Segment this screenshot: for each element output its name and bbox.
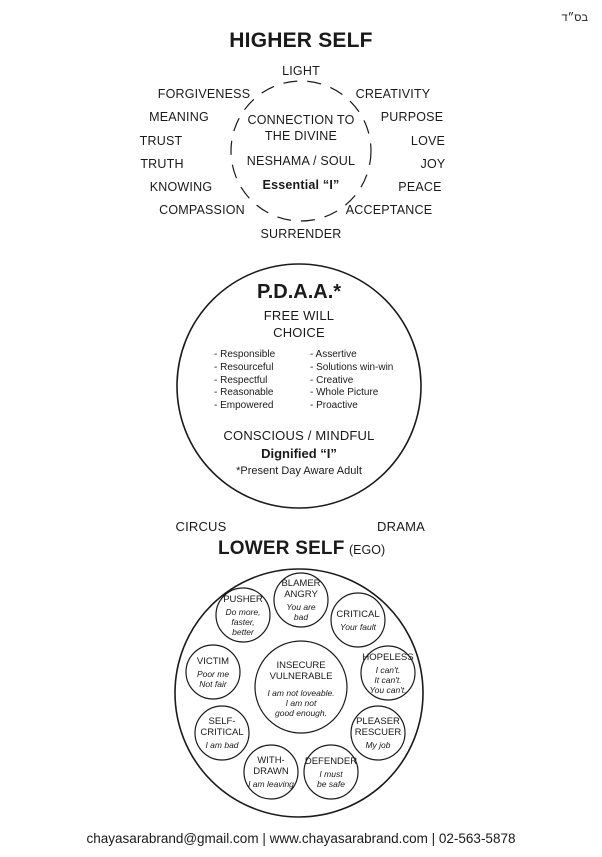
ego-bubble-text <box>301 756 361 789</box>
drama-label: DRAMA <box>377 519 425 534</box>
ego-bubble-text <box>192 716 252 750</box>
bubble-text-line: Your fault <box>340 621 376 632</box>
bubble-title-line: ANGRY <box>284 589 318 600</box>
bubble-text-line: good enough. <box>274 708 327 718</box>
circus-label: CIRCUS <box>175 519 227 534</box>
higher-self-bottom-word: SURRENDER <box>260 227 342 241</box>
bubble-text-line: I am leaving <box>248 779 294 789</box>
pdaa-list-item: - Responsible <box>214 349 276 360</box>
higher-self-top-word: LIGHT <box>282 64 320 78</box>
pdaa-choice: CHOICE <box>273 325 325 340</box>
pdaa-list-item: - Creative <box>310 374 354 386</box>
higher-self-left-word: KNOWING <box>149 180 213 194</box>
bubble-text-line: Do more, <box>225 606 261 617</box>
bubble-title-line: CRITICAL <box>336 608 380 620</box>
pdaa-list-item: - Resourceful <box>214 361 274 373</box>
higher-self-left-word: FORGIVENESS <box>157 87 251 101</box>
higher-self-right-word: LOVE <box>410 134 446 148</box>
bubble-title-line: PUSHER <box>223 593 263 605</box>
pdaa-free-will: FREE WILL <box>263 308 335 323</box>
bubble-title-line: VULNERABLE <box>269 671 333 682</box>
higher-self-right-word: ACCEPTANCE <box>345 203 433 217</box>
higher-self-right-word: CREATIVITY <box>355 87 431 101</box>
bubble-text-line: You are <box>286 602 316 612</box>
pdaa-list-item: - Respectful <box>214 374 268 386</box>
lower-self-subtitle: (EGO) <box>349 543 386 557</box>
bubble-text-line: I can't. <box>375 664 401 675</box>
ego-bubble-text <box>358 652 418 695</box>
higher-self-dashed-circle <box>231 81 371 221</box>
pdaa-list-item: - Whole Picture <box>310 387 379 399</box>
bubble-text-line: Not fair <box>199 678 227 689</box>
bubble-title-line: CRITICAL <box>200 727 244 738</box>
bubble-text-line: I must <box>319 768 343 779</box>
bubble-title-line: RESCUER <box>354 727 402 738</box>
ego-bubble-text <box>348 716 408 750</box>
bubble-text-line: bad <box>293 612 309 622</box>
pdaa-right-list <box>310 349 393 413</box>
bubble-text-line: better <box>232 626 254 637</box>
bubble-text-line: I am not loveable. <box>267 688 335 698</box>
higher-self-left-word: TRUST <box>139 134 183 148</box>
higher-self-right-word: PEACE <box>398 180 442 194</box>
higher-self-center-line: NESHAMA / SOUL <box>246 154 356 168</box>
pdaa-list-item: - Reasonable <box>214 387 274 399</box>
bubble-title-line: HOPELESS <box>362 651 414 663</box>
ego-bubble-text <box>271 578 331 622</box>
lower-self-title: LOWER SELF <box>218 538 345 559</box>
ego-bubble-text <box>241 755 301 789</box>
pdaa-list-item: - Assertive <box>310 349 357 360</box>
higher-self-essential-i: Essential “I” <box>262 178 340 192</box>
ego-bubble-text <box>183 656 243 689</box>
higher-self-right-word: PURPOSE <box>380 110 444 124</box>
bubble-title-line: SELF- <box>208 716 236 727</box>
lower-self-heading <box>218 538 385 560</box>
bubble-text-line: Poor me <box>196 668 230 679</box>
bubble-title-line: INSECURE <box>276 660 326 671</box>
pdaa-list-item: - Solutions win-win <box>310 361 394 373</box>
bubble-title-line: WITH- <box>257 755 285 766</box>
bubble-text-line: I am bad <box>205 740 239 750</box>
pdaa-conscious: CONSCIOUS / MINDFUL <box>223 428 375 443</box>
higher-self-left-word: COMPASSION <box>159 203 245 217</box>
higher-self-title: HIGHER SELF <box>229 29 373 52</box>
higher-self-center-line: CONNECTION TO <box>247 113 355 127</box>
bubble-text-line: It can't. <box>374 674 402 685</box>
higher-self-left-word: MEANING <box>149 110 209 124</box>
bubble-text-line: You can't. <box>369 684 407 695</box>
bubble-title-line: BLAMER <box>281 578 321 589</box>
pdaa-footnote: *Present Day Aware Adult <box>236 465 362 477</box>
higher-self-center-line: THE DIVINE <box>264 129 338 143</box>
pdaa-list-item: - Empowered <box>214 400 274 412</box>
ego-bubble-text <box>213 594 273 637</box>
bubble-text-line: faster, <box>231 616 255 627</box>
pdaa-list-item: - Proactive <box>310 400 358 412</box>
lower-self-center-text <box>267 660 334 718</box>
header-mark: בס״ד <box>561 12 588 24</box>
bubble-text-line: I am not <box>285 698 317 708</box>
pdaa-left-list <box>214 349 275 413</box>
bubble-text-line: My job <box>365 740 391 750</box>
pdaa-title: P.D.A.A.* <box>256 281 342 303</box>
bubble-title-line: PLEASER <box>356 716 400 727</box>
bubble-title-line: DEFENDER <box>304 755 358 767</box>
bubble-text-line: be safe <box>317 778 345 789</box>
bubble-title-line: VICTIM <box>196 655 230 667</box>
higher-self-right-word: JOY <box>420 157 446 171</box>
pdaa-dignified-i: Dignified “I” <box>261 446 337 461</box>
footer-contact: chayasarabrand@gmail.com | www.chayasarabrand.com | 02-563-5878 <box>86 831 516 846</box>
higher-self-left-word: TRUTH <box>140 157 184 171</box>
ego-bubble-text <box>328 609 388 632</box>
bubble-title-line: DRAWN <box>253 766 289 777</box>
